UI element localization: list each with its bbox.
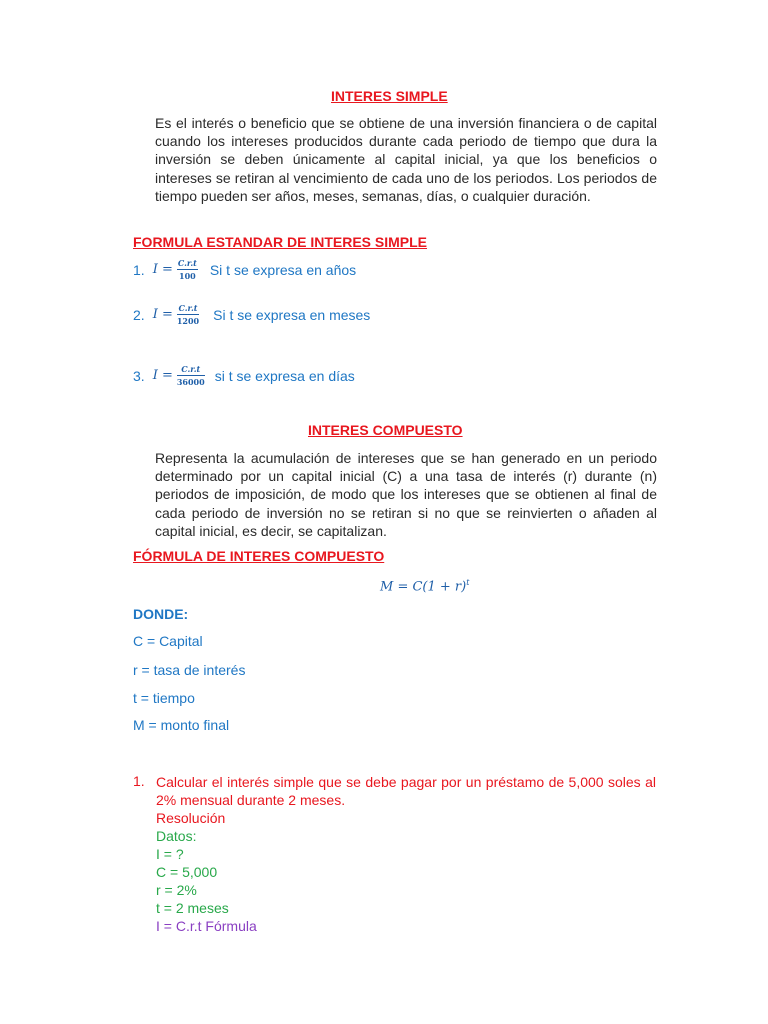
paragraph-interes-simple-text: Es el interés o beneficio que se obtiene de una inversión financiera o de capital cuando los intereses producidos durante cada periodo de tiempo que dura la inversión se deben únicamente al capital inicial, ya que los beneficios o intereses se retiran al vencimiento de cada uno de los periodos. Los periodos de tiempo pueden ser años, meses, semanas, días, o cualquier duración. — [155, 115, 657, 204]
title-interes-simple: INTERES SIMPLE — [331, 88, 448, 104]
donde-item-monto: M = monto final — [133, 717, 230, 733]
formula-note: Si t se expresa en años — [209, 261, 357, 278]
donde-item-tasa: r = tasa de interés — [133, 662, 246, 678]
compound-formula-base: M = C(1 + r) — [380, 579, 467, 595]
exercise-data-line: C = 5,000 — [156, 864, 218, 880]
title-formula-estandar: FORMULA ESTANDAR DE INTERES SIMPLE — [133, 234, 428, 250]
donde-item-capital: C = Capital — [133, 633, 203, 649]
exercise-data-line: r = 2% — [156, 882, 197, 898]
formula-item-2 — [133, 303, 370, 326]
formula-fraction — [177, 364, 205, 387]
title-interes-compuesto: INTERES COMPUESTO — [308, 422, 463, 438]
title-formula-compuesto: FÓRMULA DE INTERES COMPUESTO — [133, 548, 385, 564]
formula-lhs: I = — [152, 368, 173, 383]
exercise-resolucion: Resolución — [156, 810, 226, 826]
formula-lhs: I = — [152, 307, 173, 322]
formula-lhs: I = — [152, 262, 173, 277]
fraction-denominator: 100 — [179, 271, 196, 281]
formula-number: 3. — [133, 367, 145, 384]
formula-item-3 — [133, 364, 355, 387]
exercise-datos: Datos: — [156, 828, 197, 844]
fraction-numerator: C.r.t — [177, 258, 197, 268]
formula-fraction — [177, 258, 198, 281]
paragraph-interes-compuesto — [155, 449, 657, 540]
donde-title: DONDE: — [133, 606, 189, 622]
exercise-statement: Calcular el interés simple que se debe pagar por un préstamo de 5,000 soles al 2% mensual durante 2 meses. — [156, 774, 656, 809]
exercise-data-line: t = 2 meses — [156, 900, 229, 916]
paragraph-interes-simple — [155, 114, 657, 205]
formula-number: 1. — [133, 261, 145, 278]
paragraph-interes-compuesto-text: Representa la acumulación de intereses que se han generado en un periodo determinado por un capital inicial (C) a una tasa de interés (r) durante (n) periodos de imposición, de modo que los intereses que se obtienen al final de cada periodo de inversión no se retiran si no que se reinvierten o añaden al capital inicial, es decir, se capitalizan. — [155, 450, 657, 539]
fraction-denominator: 36000 — [176, 377, 205, 387]
formula-fraction — [177, 303, 199, 326]
formula-number: 2. — [133, 306, 145, 323]
compound-formula-exponent: t — [466, 578, 470, 587]
exercise-data-line: I = ? — [156, 846, 184, 862]
fraction-numerator: C.r.t — [178, 303, 198, 313]
exercise-number: 1. — [133, 773, 145, 789]
exercise-formula-line: I = C.r.t Fórmula — [156, 918, 257, 934]
formula-note: Si t se expresa en meses — [213, 306, 371, 323]
donde-item-tiempo: t = tiempo — [133, 690, 195, 706]
formula-note: si t se expresa en días — [214, 367, 355, 384]
fraction-numerator: C.r.t — [177, 364, 205, 376]
formula-item-1 — [133, 258, 356, 281]
fraction-denominator: 1200 — [176, 316, 200, 326]
compound-formula — [380, 578, 469, 594]
